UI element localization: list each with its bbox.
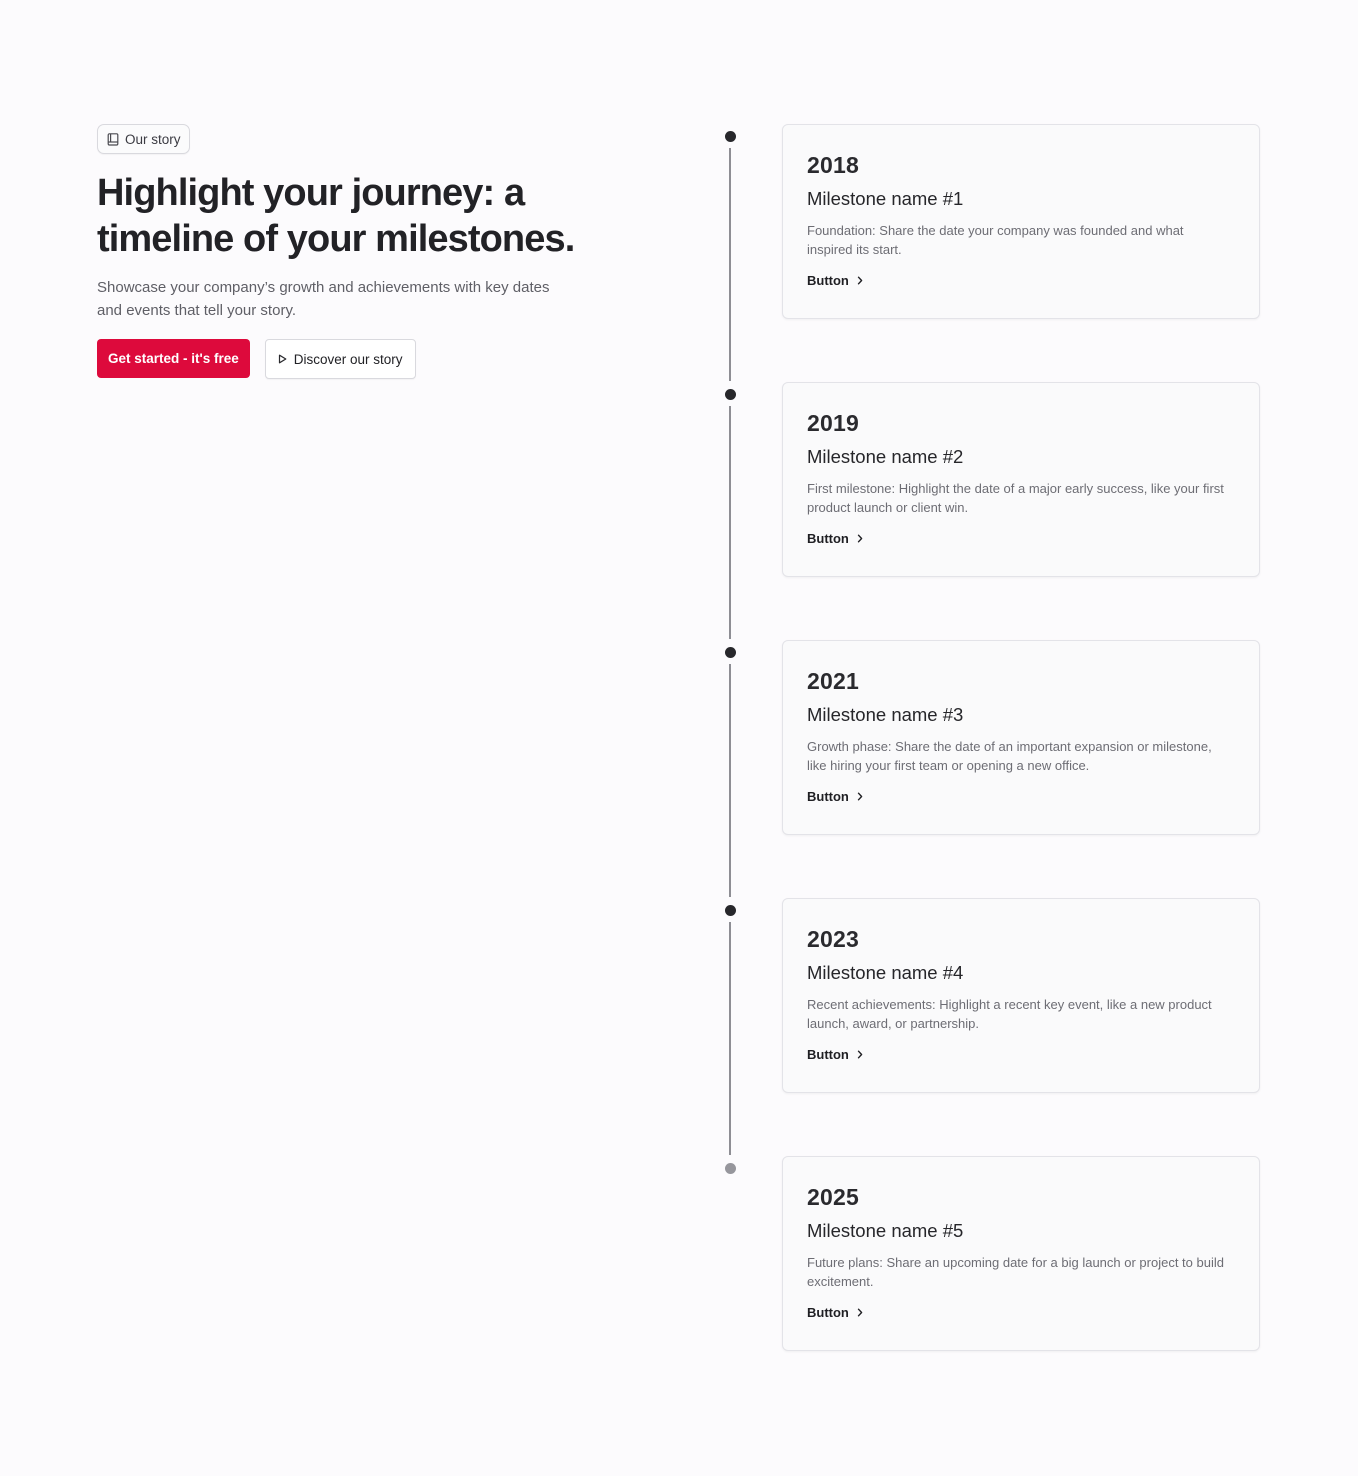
get-started-button[interactable]: Get started - it's free bbox=[97, 339, 250, 378]
timeline-connector bbox=[729, 406, 731, 639]
milestone-name: Milestone name #3 bbox=[807, 704, 964, 725]
milestone-year: 2018 bbox=[807, 152, 859, 178]
timeline-dot bbox=[725, 389, 736, 400]
title-line-2: timeline of your milestones. bbox=[97, 218, 575, 260]
page-title bbox=[97, 170, 657, 262]
chevron-right-icon bbox=[857, 1305, 863, 1320]
chevron-right-icon bbox=[857, 789, 863, 804]
our-story-badge bbox=[97, 124, 190, 154]
milestone-button[interactable] bbox=[807, 273, 863, 288]
badge-label: Our story bbox=[125, 131, 181, 147]
chevron-right-icon bbox=[857, 531, 863, 546]
milestone-name: Milestone name #1 bbox=[807, 188, 964, 209]
milestone-button[interactable] bbox=[807, 1305, 863, 1320]
milestone-card bbox=[782, 1156, 1260, 1351]
milestone-name: Milestone name #4 bbox=[807, 962, 964, 983]
milestone-button-label: Button bbox=[807, 1305, 849, 1320]
milestone-button[interactable] bbox=[807, 531, 863, 546]
timeline-dot bbox=[725, 131, 736, 142]
milestone-name: Milestone name #2 bbox=[807, 446, 964, 467]
timeline-dot bbox=[725, 647, 736, 658]
milestone-button-label: Button bbox=[807, 273, 849, 288]
milestone-year: 2023 bbox=[807, 926, 859, 952]
milestone-button-label: Button bbox=[807, 1047, 849, 1062]
milestone-year: 2019 bbox=[807, 410, 859, 436]
milestone-card bbox=[782, 898, 1260, 1093]
milestone-description: Growth phase: Share the date of an important expansion or milestone, like hiring your first team or opening a new office. bbox=[807, 739, 1212, 773]
milestone-description: Future plans: Share an upcoming date for a big launch or project to build excitement. bbox=[807, 1255, 1224, 1289]
milestone-description: First milestone: Highlight the date of a major early success, like your first product launch or client win. bbox=[807, 481, 1224, 515]
milestone-card bbox=[782, 382, 1260, 577]
milestone-description: Recent achievements: Highlight a recent key event, like a new product launch, award, or partnership. bbox=[807, 997, 1212, 1031]
timeline-connector bbox=[729, 148, 731, 381]
milestone-button-label: Button bbox=[807, 789, 849, 804]
milestone-year: 2025 bbox=[807, 1184, 859, 1210]
milestone-button[interactable] bbox=[807, 789, 863, 804]
milestone-card bbox=[782, 640, 1260, 835]
milestone-description: Foundation: Share the date your company was founded and what inspired its start. bbox=[807, 223, 1184, 257]
milestone-card bbox=[782, 124, 1260, 319]
hero-actions bbox=[97, 339, 657, 379]
chevron-right-icon bbox=[857, 273, 863, 288]
milestone-button-label: Button bbox=[807, 531, 849, 546]
book-icon bbox=[107, 133, 119, 146]
timeline-dot bbox=[725, 1163, 736, 1174]
milestone-name: Milestone name #5 bbox=[807, 1220, 964, 1241]
discover-story-button[interactable] bbox=[265, 339, 416, 379]
title-line-1: Highlight your journey: a bbox=[97, 172, 525, 214]
play-icon bbox=[278, 352, 287, 367]
milestone-button[interactable] bbox=[807, 1047, 863, 1062]
chevron-right-icon bbox=[857, 1047, 863, 1062]
timeline-dot bbox=[725, 905, 736, 916]
hero-section bbox=[97, 124, 657, 379]
discover-story-label: Discover our story bbox=[293, 351, 403, 367]
timeline-connector bbox=[729, 922, 731, 1155]
timeline-connector bbox=[729, 664, 731, 897]
hero-subtitle: Showcase your company’s growth and achievements with key dates and events that tell your story. bbox=[97, 279, 550, 319]
milestone-year: 2021 bbox=[807, 668, 859, 694]
